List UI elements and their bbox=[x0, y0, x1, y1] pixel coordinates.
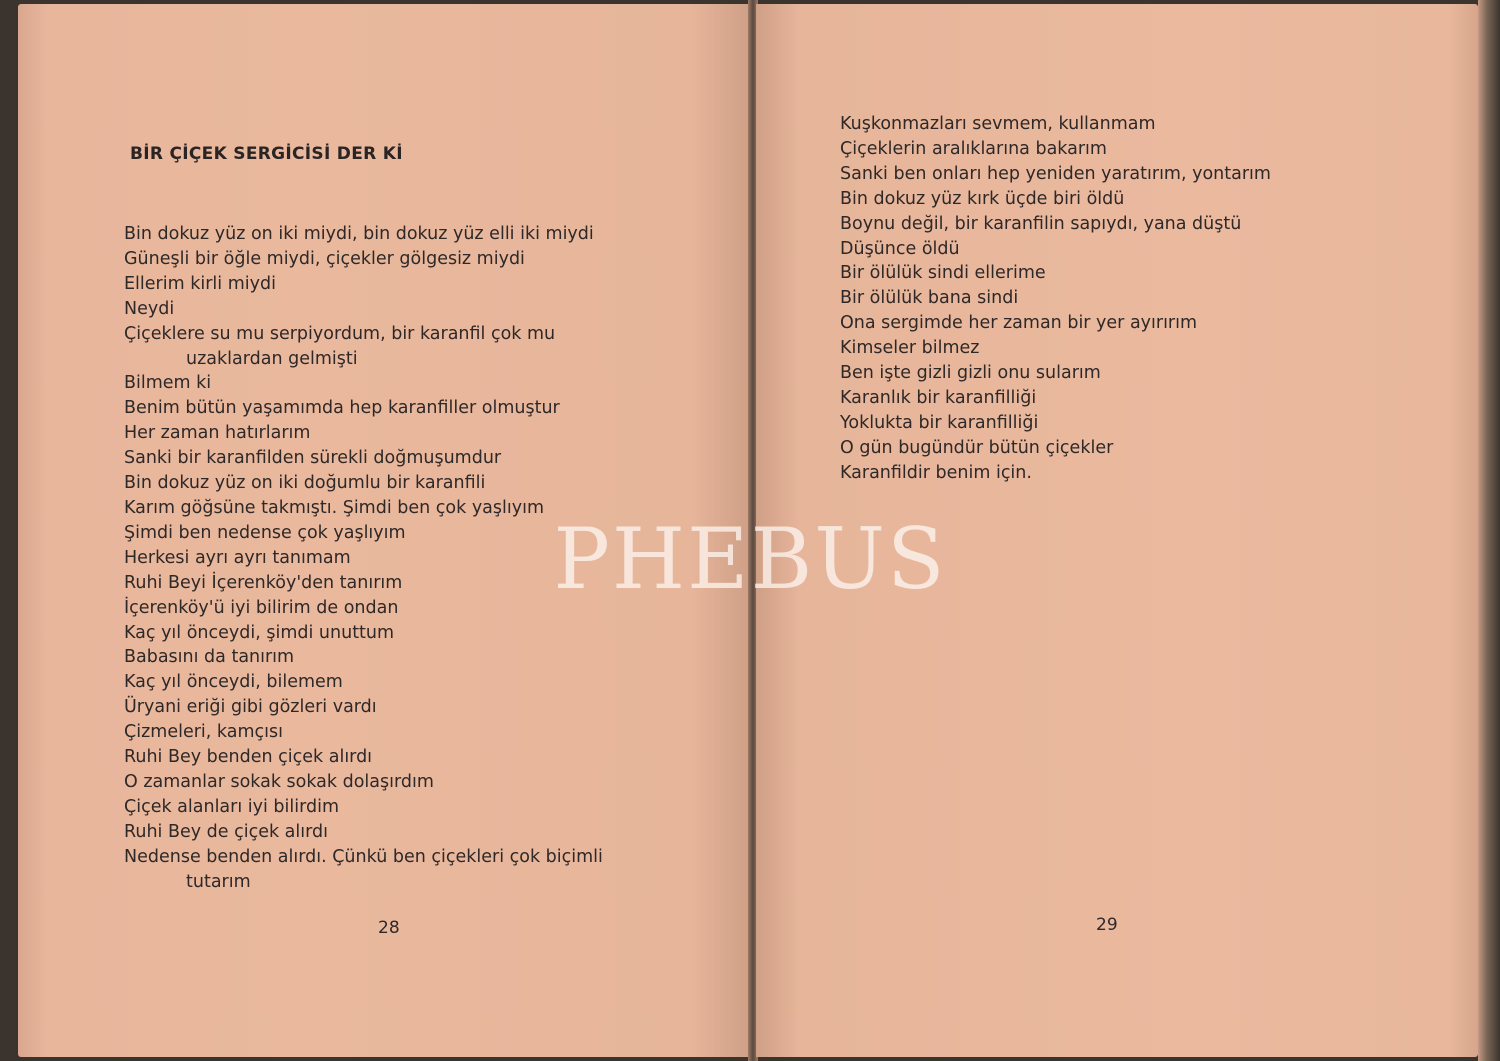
page-number-left: 28 bbox=[378, 918, 400, 938]
page-number-right: 29 bbox=[1096, 915, 1118, 935]
left-page bbox=[18, 4, 750, 1057]
poem-line: tutarım bbox=[186, 871, 251, 892]
poem-line: Çiçeklerin aralıklarına bakarım bbox=[840, 138, 1107, 159]
poem-line: Ruhi Beyi İçerenköy'den tanırım bbox=[124, 572, 403, 593]
poem-line: Bin dokuz yüz kırk üçde biri öldü bbox=[840, 188, 1125, 209]
poem-line: Çiçeklere su mu serpiyordum, bir karanfil çok mu bbox=[124, 323, 556, 344]
poem-line: Karanlık bir karanfilliği bbox=[840, 387, 1037, 408]
poem-line: Kaç yıl önceydi, bilemem bbox=[124, 672, 343, 693]
poem-title: BİR ÇİÇEK SERGİCİSİ DER Kİ bbox=[130, 144, 403, 164]
poem-line: Herkesi ayrı ayrı tanımam bbox=[124, 547, 351, 568]
poem-line: uzaklardan gelmişti bbox=[186, 348, 358, 369]
right-page bbox=[756, 4, 1478, 1057]
poem-line: Düşünce öldü bbox=[840, 238, 960, 259]
poem-line: Çizmeleri, kamçısı bbox=[124, 722, 283, 743]
poem-line: Bin dokuz yüz on iki miydi, bin dokuz yüz elli iki miydi bbox=[124, 224, 594, 244]
poem-line: Benim bütün yaşamımda hep karanfiller olmuştur bbox=[124, 398, 560, 419]
poem-line: Ellerim kirli miydi bbox=[124, 273, 276, 294]
poem-line: Şimdi ben nedense çok yaşlıyım bbox=[124, 522, 406, 543]
page-edge bbox=[1478, 0, 1500, 1061]
poem-line: Kimseler bilmez bbox=[840, 338, 980, 359]
poem-line: Ona sergimde her zaman bir yer ayırırım bbox=[840, 313, 1198, 334]
poem-line: Her zaman hatırlarım bbox=[124, 423, 311, 444]
poem-line: Babasını da tanırım bbox=[124, 647, 295, 668]
poem-line: Nedense benden alırdı. Çünkü ben çiçekleri çok biçimli bbox=[124, 846, 603, 867]
poem-line: Bir ölülük bana sindi bbox=[840, 288, 1019, 309]
poem-line: Sanki bir karanfilden sürekli doğmuşumdur bbox=[124, 448, 502, 469]
poem-line: Çiçek alanları iyi bilirdim bbox=[124, 796, 340, 817]
poem-line: Ruhi Bey benden çiçek alırdı bbox=[124, 747, 373, 768]
poem-line: Bir ölülük sindi ellerime bbox=[840, 263, 1046, 284]
poem-line: Sanki ben onları hep yeniden yaratırım, yontarım bbox=[840, 163, 1271, 184]
poem-line: O gün bugündür bütün çiçekler bbox=[840, 437, 1114, 458]
poem-line: Güneşli bir öğle miydi, çiçekler gölgesiz miydi bbox=[124, 248, 525, 269]
poem-line: Ben işte gizli gizli onu sularım bbox=[840, 363, 1101, 384]
poem-line: Boynu değil, bir karanfilin sapıydı, yana düştü bbox=[840, 213, 1242, 234]
poem-line: Kuşkonmazları sevmem, kullanmam bbox=[840, 114, 1156, 134]
right-poem-lines bbox=[840, 112, 1271, 486]
poem-line: Kaç yıl önceydi, şimdi unuttum bbox=[124, 622, 395, 643]
poem-line: O zamanlar sokak sokak dolaşırdım bbox=[124, 771, 434, 792]
poem-line: Karım göğsüne takmıştı. Şimdi ben çok yaşlıyım bbox=[124, 497, 544, 518]
poem-line: Bilmem ki bbox=[124, 373, 212, 394]
poem-line: Karanfildir benim için. bbox=[840, 462, 1032, 483]
watermark: PHEBUS bbox=[553, 510, 947, 608]
poem-line: İçerenköy'ü iyi bilirim de ondan bbox=[124, 597, 399, 618]
poem-line: Bin dokuz yüz on iki doğumlu bir karanfili bbox=[124, 473, 486, 494]
poem-line: Üryani eriği gibi gözleri vardı bbox=[124, 697, 377, 718]
left-poem-lines bbox=[124, 222, 603, 894]
poem-line: Ruhi Bey de çiçek alırdı bbox=[124, 821, 328, 842]
poem-line: Neydi bbox=[124, 298, 175, 319]
poem-line: Yoklukta bir karanfilliği bbox=[840, 412, 1039, 433]
